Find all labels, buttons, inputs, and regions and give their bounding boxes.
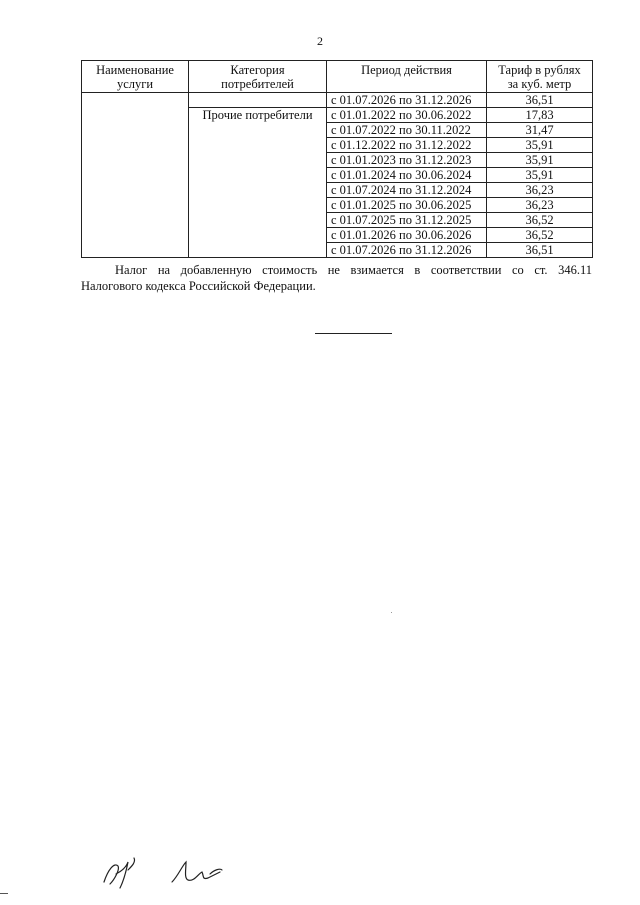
end-of-text-rule <box>315 333 392 334</box>
header-tariff <box>487 61 593 93</box>
period-cell: с 01.07.2026 по 31.12.2026 <box>327 93 487 108</box>
table-header <box>82 61 593 93</box>
signatures <box>90 852 250 892</box>
tariff-value-cell: 36,23 <box>487 198 593 213</box>
tariff-table <box>81 60 593 258</box>
vat-note-line-1: Налог на добавленную стоимость не взимается в соответствии со ст. 346.11 <box>115 263 592 277</box>
period-cell: с 01.01.2023 по 31.12.2023 <box>327 153 487 168</box>
tariff-value-cell: 35,91 <box>487 138 593 153</box>
tariff-value-cell: 36,51 <box>487 243 593 258</box>
period-cell: с 01.07.2022 по 30.11.2022 <box>327 123 487 138</box>
page-number: 2 <box>317 34 323 48</box>
signature-1 <box>104 858 135 888</box>
tariff-value-cell: 17,83 <box>487 108 593 123</box>
header-category-line-1: Категория <box>230 63 285 77</box>
tariff-value-cell: 31,47 <box>487 123 593 138</box>
vat-note-line-2: Налогового кодекса Российской Федерации. <box>81 279 316 293</box>
header-period-line-1: Период действия <box>361 63 452 77</box>
tariff-value-cell: 35,91 <box>487 153 593 168</box>
header-row <box>82 61 593 93</box>
period-cell: с 01.01.2026 по 30.06.2026 <box>327 228 487 243</box>
period-cell: с 01.07.2024 по 31.12.2024 <box>327 183 487 198</box>
service-cell <box>82 93 189 258</box>
tariff-value-cell: 35,91 <box>487 168 593 183</box>
signature-marks <box>90 852 250 892</box>
category-cell-continued <box>189 93 327 108</box>
period-cell: с 01.07.2026 по 31.12.2026 <box>327 243 487 258</box>
category-cell: Прочие потребители <box>189 108 327 258</box>
period-cell: с 01.07.2025 по 31.12.2025 <box>327 213 487 228</box>
period-cell: с 01.01.2022 по 30.06.2022 <box>327 108 487 123</box>
period-cell: с 01.01.2024 по 30.06.2024 <box>327 168 487 183</box>
tariff-value-cell: 36,52 <box>487 228 593 243</box>
header-tariff-line-2: за куб. метр <box>507 77 572 91</box>
table-row-continued <box>82 93 593 108</box>
period-cell: с 01.01.2025 по 30.06.2025 <box>327 198 487 213</box>
header-tariff-line-1: Тариф в рублях <box>498 63 581 77</box>
header-service <box>82 61 189 93</box>
header-service-line-1: Наименование <box>96 63 174 77</box>
signature-2 <box>172 862 222 882</box>
scan-speck <box>391 612 392 613</box>
header-service-line-2: услуги <box>116 77 154 91</box>
header-category-line-2: потребителей <box>221 77 294 91</box>
table-body <box>82 93 593 258</box>
tariff-value-cell: 36,52 <box>487 213 593 228</box>
header-period <box>327 61 487 93</box>
tariff-value-cell: 36,51 <box>487 93 593 108</box>
tariff-value-cell: 36,23 <box>487 183 593 198</box>
vat-note <box>81 262 592 294</box>
period-cell: с 01.12.2022 по 31.12.2022 <box>327 138 487 153</box>
header-category <box>189 61 327 93</box>
scan-corner-mark <box>0 893 8 894</box>
